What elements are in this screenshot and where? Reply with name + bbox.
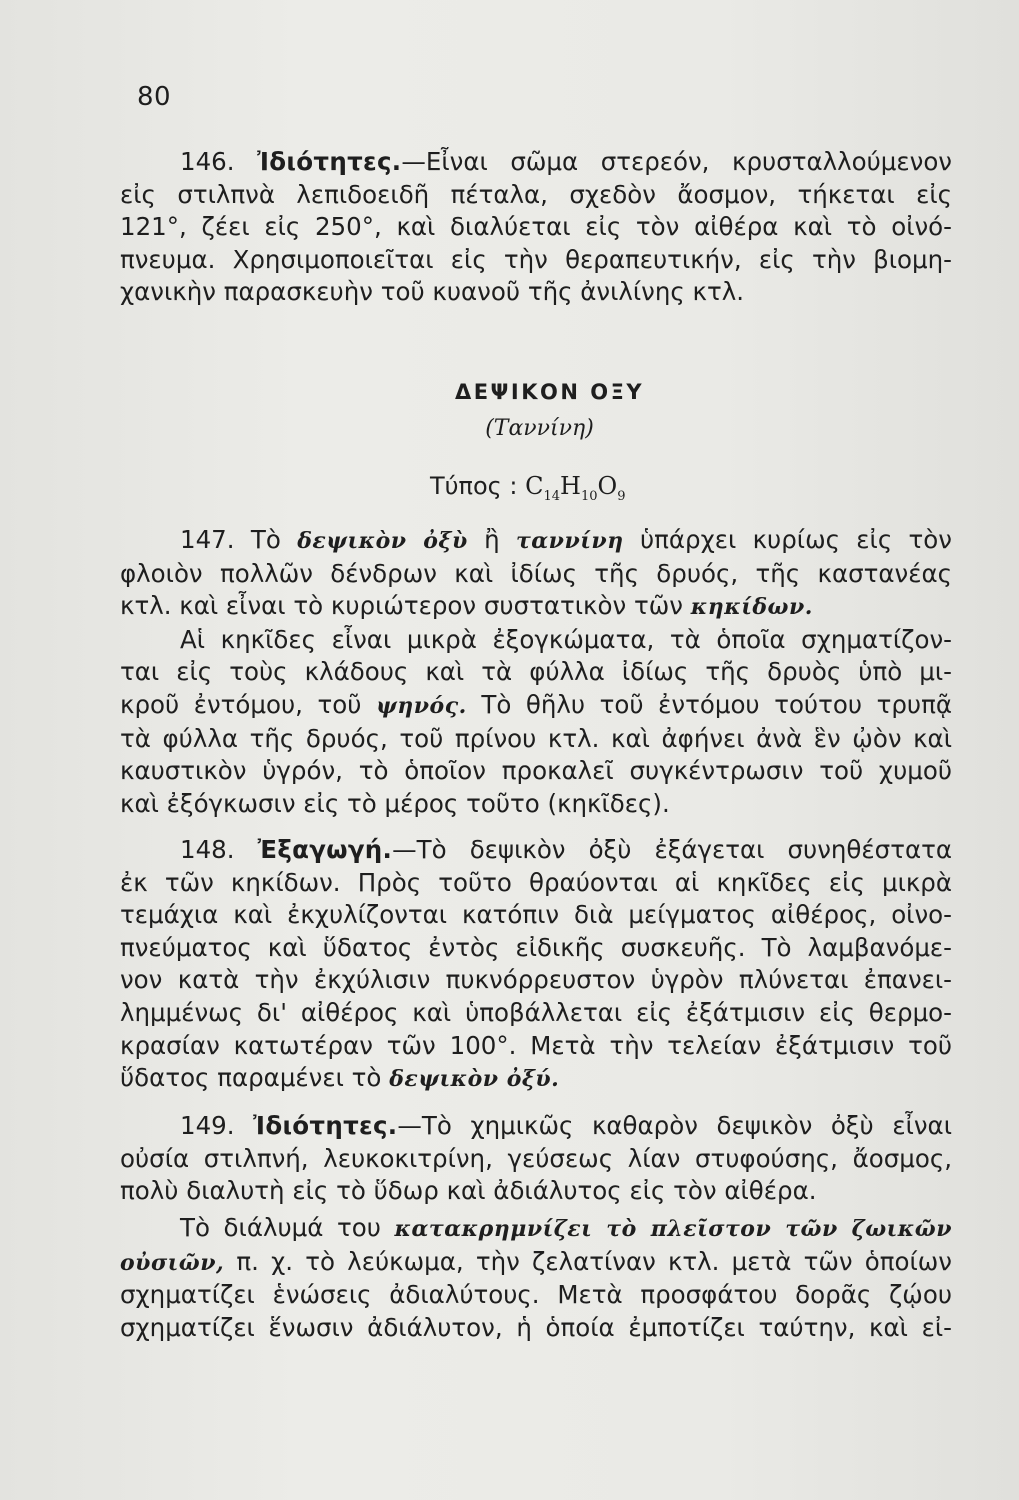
emphasis-term: δεψικὸν ὀξὺ [297,528,468,554]
formula-label: Τύπος : [430,472,518,500]
text-line: 121°, ζέει εἰς 250°, καὶ διαλύεται εἰς τὸν αἰθέρα καὶ τὸ οἰνό- [120,212,952,242]
text-line: χανικὴν παρασκευὴν τοῦ κυανοῦ τῆς ἀνιλίνης κτλ. [120,277,745,307]
text-line: πνευμα. Χρησιμοποιεῖται εἰς τὴν θεραπευτικήν, εἰς τὴν βιομη- [120,244,952,274]
text-line: 149. Ἰδιότητες.—Τὸ χημικῶς καθαρὸν δεψικὸν ὀξὺ εἶναι [180,1111,952,1140]
text-line: λημμένως δι' αἰθέρος καὶ ὑποβάλλεται εἰς ἐξάτμισιν εἰς θερμο- [120,997,952,1027]
emphasis-term: ψηνός. [376,692,467,719]
text-line: τὰ φύλλα τῆς δρυός, τοῦ πρίνου κτλ. καὶ ἀφήνει ἀνὰ ἓν ᾠὸν καὶ [120,723,952,753]
emphasis-term: ταννίνη [515,528,624,554]
text-line: τεμάχια καὶ ἐκχυλίζονται κατόπιν διὰ μείγματος αἰθέρος, οἰνο- [120,900,952,930]
paragraph-149 [120,1110,952,1208]
text-line: ὕδατος παραμένει τὸ δεψικὸν ὀξύ. [120,1063,560,1093]
section-title: ΔΕΨΙΚΟΝ ΟΞΥ [454,380,645,404]
paragraph-148 [120,834,952,1096]
text-line: οὐσία στιλπνή, λευκοκιτρίνη, γεύσεως λίαν στυφούσης, ἄοσμος, [120,1143,952,1173]
text-line [120,146,952,179]
paragraph-number: 146. [180,147,235,176]
text-line: ἐκ τῶν κηκίδων. Πρὸς τοῦτο θραύονται αἱ κηκῖδες εἰς μικρὰ [120,867,952,897]
text-line: ται εἰς τοὺς κλάδους καὶ τὰ φύλλα ἰδίως τῆς δρυὸς ὑπὸ μι- [120,657,952,687]
text-line: 147. Τὸ δεψικὸν ὀξὺ ἢ ταννίνη ὑπάρχει κυρίως εἰς τὸν [180,525,952,554]
section-subtitle: (Ταννίνη) [485,416,594,441]
paragraph-heading: Ἰδιότητες. [253,1111,398,1140]
text-line: 148. Ἐξαγωγή.—Τὸ δεψικὸν ὀξὺ ἐξάγεται συνηθέστατα [180,835,952,864]
text-line: κροῦ ἐντόμου, τοῦ ψηνός. Τὸ θῆλυ τοῦ ἐντόμου τούτου τρυπᾷ [120,689,952,719]
text-line: σχηματίζει ἑνώσεις ἀδιαλύτους. Μετὰ προσφάτου δορᾶς ζῴου [120,1280,952,1310]
text-line: Τὸ διάλυμά του κατακρημνίζει τὸ πλεῖστον τῶν ζωικῶν [180,1213,952,1242]
text-span: —Εἶναι σῶμα στερεόν, κρυσταλλούμενον [401,147,952,176]
text-line: εἰς στιλπνὰ λεπιδοειδῆ πέταλα, σχεδὸν ἄοσμον, τήκεται εἰς [120,179,952,209]
paragraph-last [120,1212,952,1344]
paragraph-147 [120,524,952,820]
formula-value: $C_{14}H_{10}O_9$ [525,472,626,504]
text-line: φλοιὸν πολλῶν δένδρων καὶ ἰδίως τῆς δρυός, τῆς καστανέας [120,558,952,588]
paragraph-heading: Ἰδιότητες. [257,147,402,176]
text-line: καὶ ἐξόγκωσιν εἰς τὸ μέρος τοῦτο (κηκῖδες). [120,788,670,818]
chemical-formula [430,472,626,504]
emphasis-term: οὐσιῶν, [120,1249,225,1276]
page-number: 80 [137,82,172,112]
text-line: κτλ. καὶ εἶναι τὸ κυριώτερον συστατικὸν τῶν κηκίδων. [120,591,813,621]
emphasis-term: κατακρημνίζει τὸ πλεῖστον τῶν ζωικῶν [394,1216,952,1242]
emphasis-term: κηκίδων. [690,594,813,621]
text-line: πολὺ διαλυτὴ εἰς τὸ ὕδωρ καὶ ἀδιάλυτος εἰς τὸν αἰθέρα. [120,1176,817,1206]
text-line: κρασίαν κατωτέραν τῶν 100°. Μετὰ τὴν τελείαν ἐξάτμισιν τοῦ [120,1030,952,1060]
text-line: Αἱ κηκῖδες εἶναι μικρὰ ἐξογκώματα, τὰ ὁποῖα σχηματίζον- [180,624,952,654]
paragraph-heading: Ἐξαγωγή. [257,835,393,864]
paragraph-146 [120,146,952,309]
text-line: πνεύματος καὶ ὕδατος ἐντὸς εἰδικῆς συσκευῆς. Τὸ λαμβανόμε- [120,932,952,962]
emphasis-term: δεψικὸν ὀξύ. [389,1066,560,1093]
text-line: οὐσιῶν, π. χ. τὸ λεύκωμα, τὴν ζελατίναν κτλ. μετὰ τῶν ὁποίων [120,1246,952,1276]
text-line: καυστικὸν ὑγρόν, τὸ ὁποῖον προκαλεῖ συγκέντρωσιν τοῦ χυμοῦ [120,756,952,786]
text-line: σχηματίζει ἕνωσιν ἀδιάλυτον, ἡ ὁποία ἐμποτίζει ταύτην, καὶ εἰ- [120,1312,952,1342]
text-line: νον κατὰ τὴν ἐκχύλισιν πυκνόρρευστον ὑγρὸν πλύνεται ἐπανει- [120,965,952,995]
